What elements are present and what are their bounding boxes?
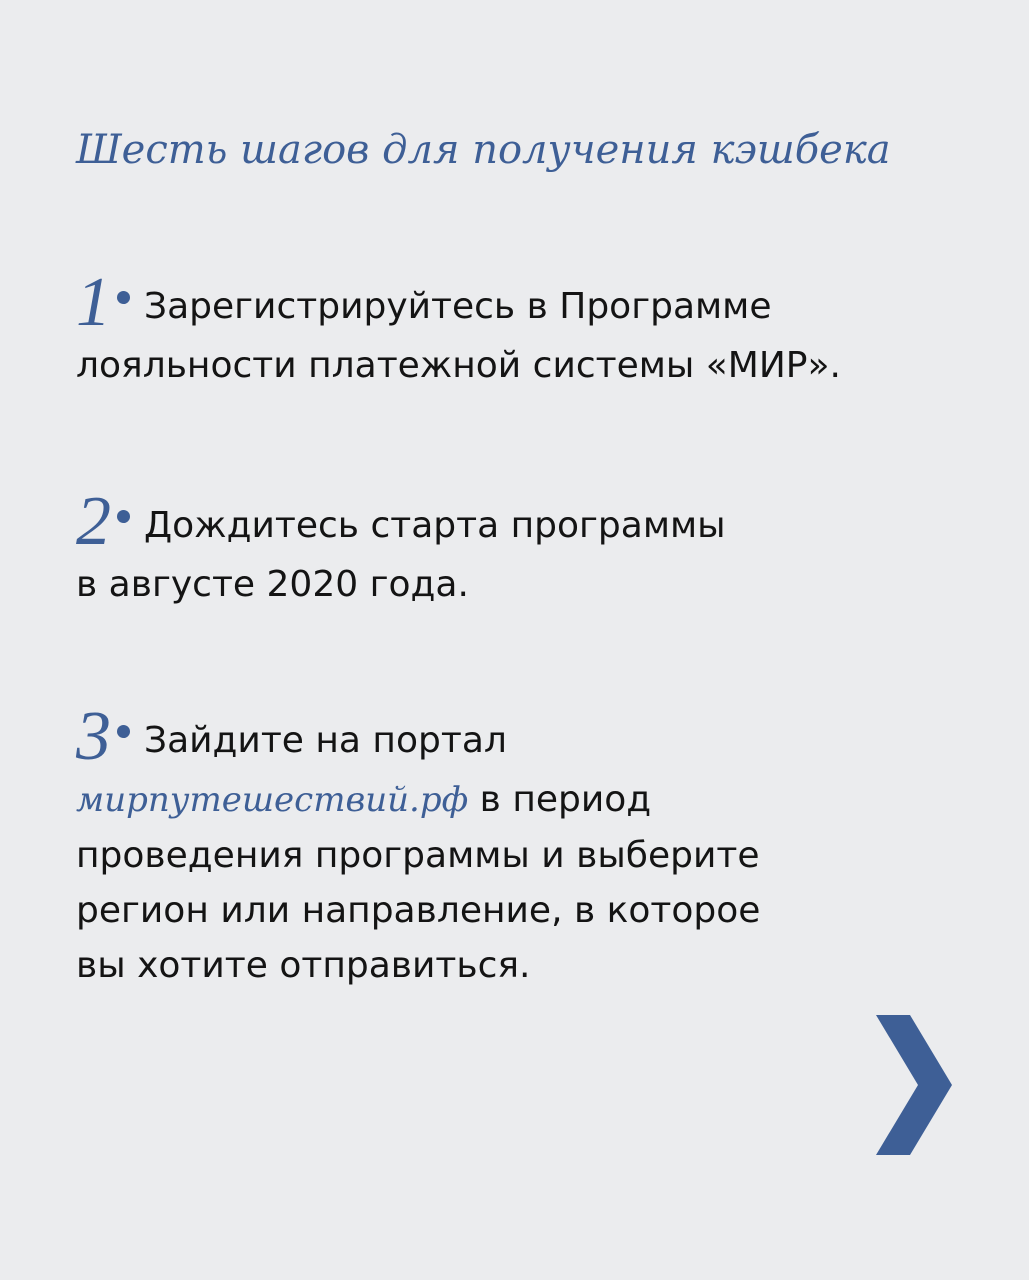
step-3-text-line-3: проведения программы и выберите <box>76 835 760 876</box>
portal-link[interactable]: мирпутешествий.рф <box>76 780 469 820</box>
step-1 <box>76 264 956 393</box>
step-1-text-line-1: Зарегистрируйтесь в Программе <box>144 286 772 327</box>
page-title: Шесть шагов для получения кэшбека <box>76 127 891 173</box>
step-2 <box>76 483 956 612</box>
step-3 <box>76 698 956 993</box>
step-3-dot <box>117 725 130 738</box>
step-3-text-line-2 <box>76 772 956 828</box>
step-3-text-line-5: вы хотите отправиться. <box>76 945 531 986</box>
step-1-text-line-2: лояльности платежной системы «МИР». <box>76 345 841 386</box>
step-2-first-line <box>76 483 956 560</box>
step-3-text-line-1: Зайдите на портал <box>144 720 507 761</box>
step-1-first-line <box>76 264 956 341</box>
step-3-text-line-4: регион или направление, в которое <box>76 890 761 931</box>
step-1-number: 1 <box>76 264 111 341</box>
step-2-dot <box>117 510 130 523</box>
step-2-text-line-1: Дождитесь старта программы <box>144 505 726 546</box>
step-3-number: 3 <box>76 698 111 775</box>
step-3-first-line <box>76 698 956 775</box>
step-2-text-line-2: в августе 2020 года. <box>76 564 469 605</box>
step-2-number: 2 <box>76 483 111 560</box>
step-1-dot <box>117 291 130 304</box>
chevron-right-icon[interactable] <box>872 1015 954 1155</box>
step-3-link-tail: в период <box>468 779 652 820</box>
